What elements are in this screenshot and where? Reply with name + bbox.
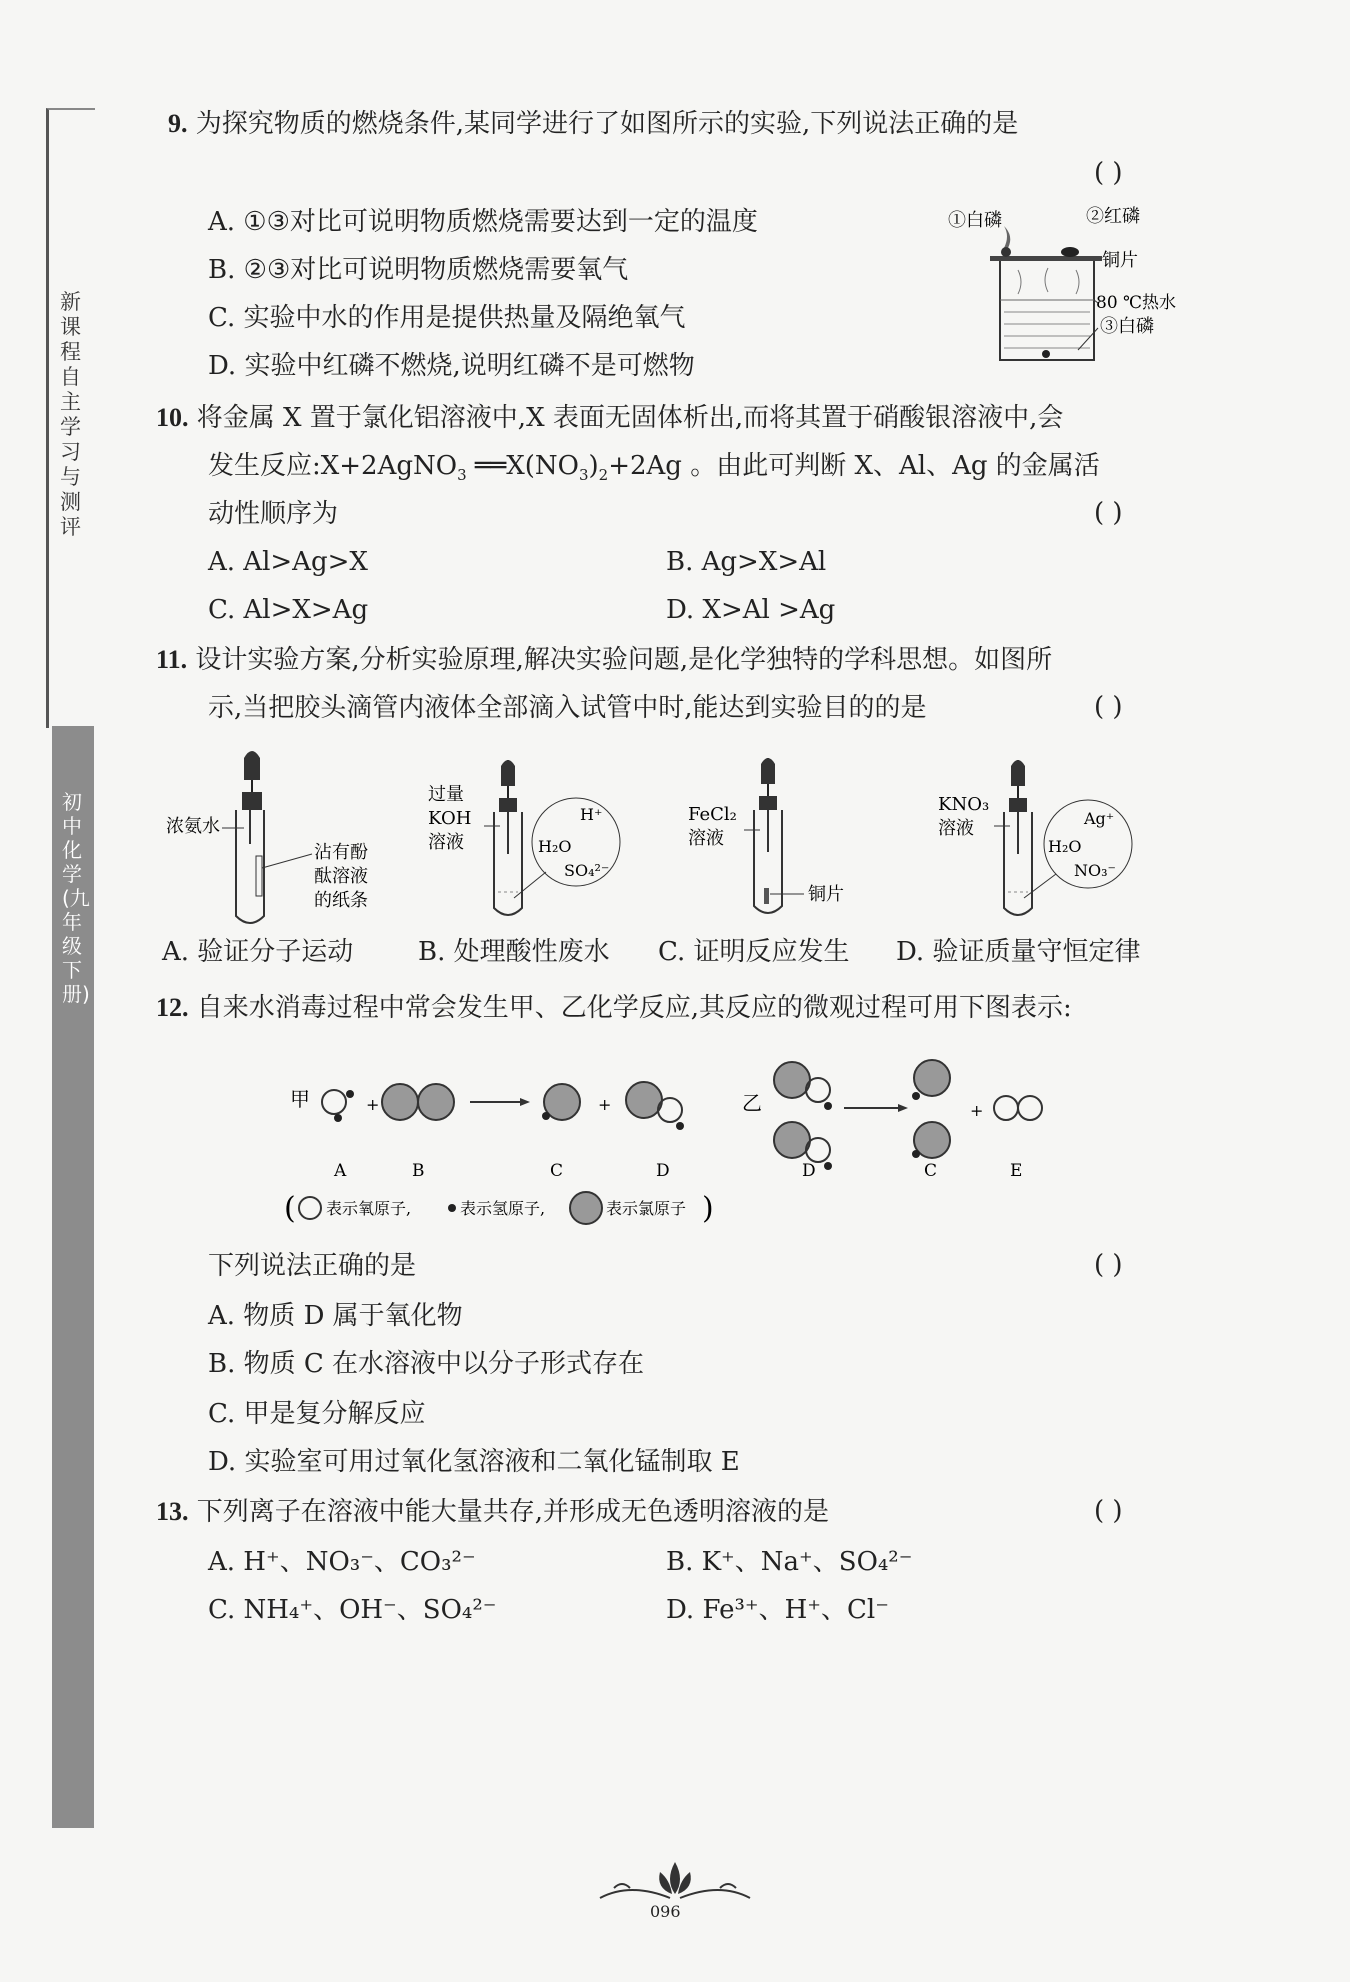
q13-option-b: B. K⁺、Na⁺、SO₄²⁻ — [666, 1547, 913, 1577]
q10-option-a: A. Al>Ag>X — [208, 547, 368, 577]
page-number: 096 — [650, 1902, 681, 1921]
q10-number: 10. — [156, 403, 189, 432]
q11-figc-label-solution: 溶液 — [688, 828, 724, 849]
q9-answer-paren: ( ) — [1094, 158, 1123, 188]
q11-figb-label-solution: 溶液 — [428, 832, 464, 853]
q13-option-d: D. Fe³⁺、H⁺、Cl⁻ — [666, 1595, 889, 1625]
q13-stem-text: 下列离子在溶液中能大量共存,并形成无色透明溶液的是 — [196, 1497, 830, 1527]
q12-label-d1: D — [656, 1161, 670, 1181]
q11-figc-label-copper: 铜片 — [808, 884, 844, 905]
q12-plus-2: + — [598, 1095, 612, 1114]
q11-figd-label-solution: 溶液 — [938, 818, 974, 839]
q11-option-c: C. 证明反应发生 — [658, 937, 850, 967]
q11-figure-c — [684, 758, 864, 918]
q13-answer-paren: ( ) — [1094, 1496, 1123, 1526]
q13-option-c: C. NH₄⁺、OH⁻、SO₄²⁻ — [208, 1595, 497, 1625]
q11-figd-ion-water: H₂O — [1048, 837, 1082, 856]
q12-label-yi: 乙 — [742, 1091, 762, 1115]
svg-text:): ) — [702, 1191, 714, 1226]
q12-label-a: A — [334, 1161, 347, 1181]
q11-figure-a — [162, 748, 392, 938]
q9-figure-beaker — [948, 200, 1188, 372]
q11-figb-label-1: 过量 — [428, 784, 464, 805]
q10-line3: 动性顺序为 — [208, 499, 339, 529]
q11-figc-label-fecl2: FeCl₂ — [688, 804, 737, 825]
q9-fig-label-white-p1: ①白磷 — [948, 210, 1002, 231]
q9-option-d: D. 实验中红磷不燃烧,说明红磷不是可燃物 — [208, 351, 695, 381]
q11-figa-label-3: 的纸条 — [314, 890, 368, 911]
q10-eq-sub1: 3 — [457, 466, 467, 485]
q12-label-d2: D — [802, 1161, 816, 1181]
q10-eq-sub2: 3 — [578, 466, 589, 485]
q10-line2 — [208, 450, 1100, 491]
q10-option-d: D. X>Al >Ag — [666, 595, 836, 625]
sidebar-subject-title: 初中化学(九年级下册) — [62, 790, 90, 1006]
q9-stem-text: 为探究物质的燃烧条件,某同学进行了如图所示的实验,下列说法正确的是 — [195, 109, 1019, 139]
q12-label-c2: C — [924, 1161, 938, 1181]
q12-plus-1: + — [366, 1095, 380, 1114]
q10-line1-text: 将金属 X 置于氯化铝溶液中,X 表面无固体析出,而将其置于硝酸银溶液中,会 — [196, 403, 1064, 433]
q11-figb-ion-sulfate: SO₄²⁻ — [564, 861, 610, 880]
q10-answer-paren: ( ) — [1094, 498, 1123, 528]
q9-number: 9. — [168, 109, 188, 138]
q9-fig-label-copper: 铜片 — [1102, 250, 1138, 271]
q12-legend-oxygen: 表示氧原子, — [326, 1199, 412, 1218]
q12-legend-chlorine: 表示氯原子 — [606, 1199, 687, 1218]
q12-label-e: E — [1010, 1161, 1023, 1181]
q9-option-c: C. 实验中水的作用是提供热量及隔绝氧气 — [208, 303, 686, 333]
q13-option-a: A. H⁺、NO₃⁻、CO₃²⁻ — [208, 1547, 476, 1577]
q12-label-c1: C — [550, 1161, 564, 1181]
q12-stem — [156, 992, 1072, 1024]
q12-legend-hydrogen: 表示氢原子, — [460, 1199, 546, 1218]
q11-option-d: D. 验证质量守恒定律 — [896, 937, 1141, 967]
q10-eq-part4: +2Ag 。由此可判断 X、Al、Ag 的金属活 — [608, 451, 1100, 481]
q12-number: 12. — [156, 993, 189, 1022]
q11-line2: 示,当把胶头滴管内液体全部滴入试管中时,能达到实验目的的是 — [208, 693, 927, 723]
sidebar-series-title: 新课程自主学习与测评 — [60, 290, 81, 539]
q11-figb-ion-h: H⁺ — [580, 805, 603, 824]
q11-figure-b — [424, 760, 634, 920]
q11-figd-ion-nitrate: NO₃⁻ — [1074, 861, 1116, 880]
q13-stem — [156, 1496, 829, 1528]
q12-ask: 下列说法正确的是 — [208, 1251, 417, 1281]
q12-stem-text: 自来水消毒过程中常会发生甲、乙化学反应,其反应的微观过程可用下图表示: — [196, 993, 1072, 1023]
q12-option-b: B. 物质 C 在水溶液中以分子形式存在 — [208, 1349, 645, 1379]
q9-option-b: B. ②③对比可说明物质燃烧需要氧气 — [208, 255, 629, 285]
q11-figure-d — [934, 760, 1144, 920]
q9-stem — [168, 108, 1018, 140]
q12-plus-3: + — [970, 1101, 984, 1120]
q11-answer-paren: ( ) — [1094, 692, 1123, 722]
q11-line1-text: 设计实验方案,分析实验原理,解决实验问题,是化学独特的学科思想。如图所 — [195, 645, 1053, 675]
q11-figb-label-koh: KOH — [428, 808, 472, 829]
q12-molecule-figure — [280, 1050, 1070, 1240]
q12-label-b: B — [412, 1161, 425, 1181]
q10-line1 — [156, 402, 1063, 434]
q12-option-a: A. 物质 D 属于氧化物 — [208, 1301, 463, 1331]
q9-fig-label-red-p: ②红磷 — [1086, 206, 1140, 227]
q11-figa-label-ammonia: 浓氨水 — [166, 816, 220, 837]
q11-option-b: B. 处理酸性废水 — [418, 937, 610, 967]
q11-figd-ion-ag: Ag⁺ — [1084, 809, 1115, 828]
q10-eq-part3: ) — [588, 451, 599, 481]
q11-figa-label-2: 酞溶液 — [314, 866, 368, 887]
q10-eq-sub3: 2 — [598, 466, 609, 485]
q11-option-a: A. 验证分子运动 — [162, 937, 354, 967]
q10-eq-part2: ══X(NO — [466, 451, 579, 481]
svg-text:(: ( — [284, 1191, 296, 1226]
q12-option-c: C. 甲是复分解反应 — [208, 1399, 426, 1429]
q12-label-jia: 甲 — [290, 1087, 310, 1111]
q10-option-b: B. Ag>X>Al — [666, 547, 827, 577]
q10-eq-part1: 发生反应:X+2AgNO — [208, 451, 458, 481]
q12-answer-paren: ( ) — [1094, 1250, 1123, 1280]
q13-number: 13. — [156, 1497, 189, 1526]
q9-fig-label-hot-water: 80 ℃热水 — [1096, 293, 1177, 313]
q11-figa-label-1: 沾有酚 — [314, 842, 368, 863]
q11-line1 — [156, 644, 1052, 676]
q10-option-c: C. Al>X>Ag — [208, 595, 369, 625]
q11-number: 11. — [156, 645, 188, 674]
q9-option-a: A. ①③对比可说明物质燃烧需要达到一定的温度 — [208, 207, 758, 237]
q11-figb-ion-water: H₂O — [538, 837, 572, 856]
q9-fig-label-white-p3: ③白磷 — [1100, 316, 1154, 337]
q12-option-d: D. 实验室可用过氧化氢溶液和二氧化锰制取 E — [208, 1447, 740, 1477]
q11-figd-label-kno3: KNO₃ — [938, 794, 990, 815]
